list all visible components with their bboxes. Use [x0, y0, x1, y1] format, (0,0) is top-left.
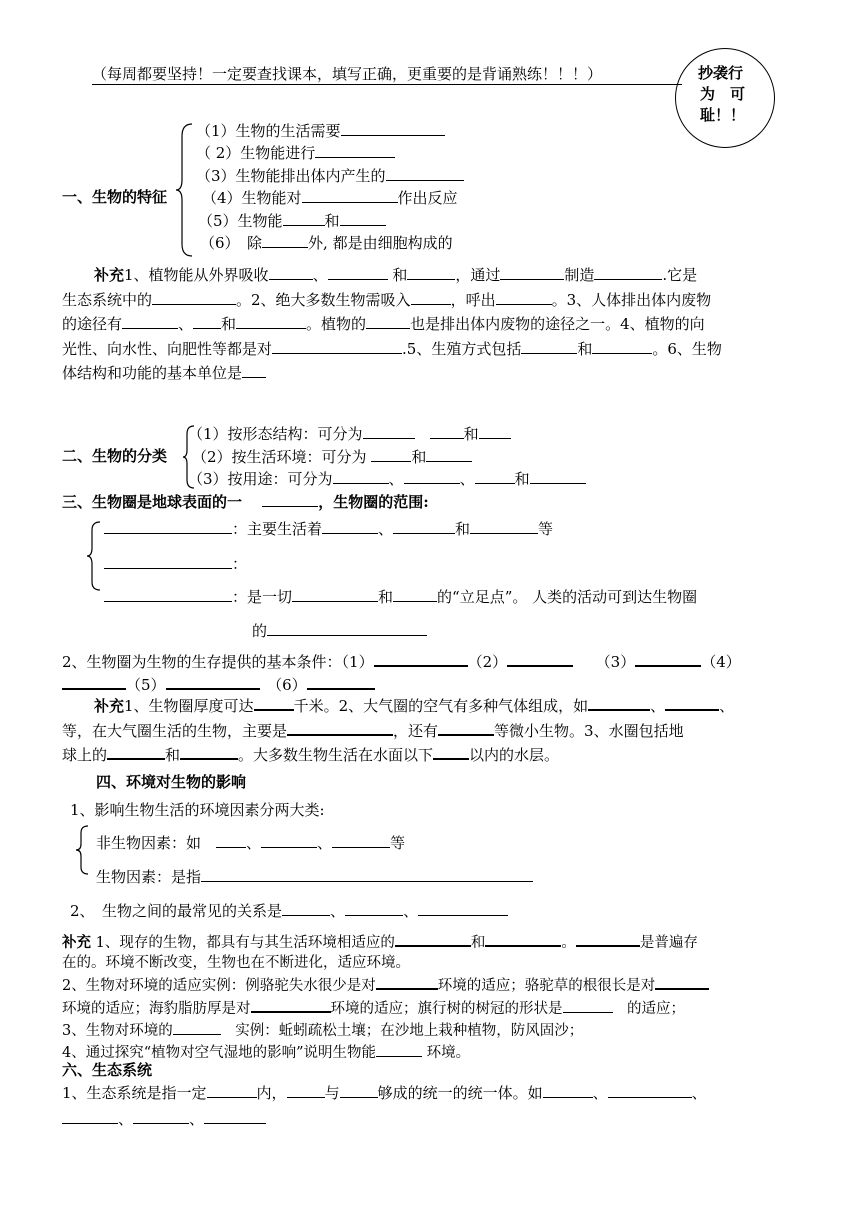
- section1-item-1: （1）生物的生活需要: [196, 120, 445, 141]
- factors-question: 1、影响生物生活的环境因素分两大类:: [70, 801, 325, 819]
- section3-title: 三、生物圈是地球表面的一 ，生物圈的范围:: [62, 493, 429, 511]
- biosphere-range-1: ：主要生活着 、 和 等: [104, 518, 553, 539]
- section2-item-2: （2）按生活环境：可分为 和: [192, 446, 472, 467]
- stamp-line-1: 抄袭行: [698, 64, 744, 82]
- supplement-2: 补充1、生物圈厚度可达 千米。2、大气圈的空气有多种气体组成，如 、 、 等，在大气圈生活的生物，主要是 ，还有 等微小生物。3、水圈包括地 球上的 和 。大多数生物生活在水面以下 以内的水层。: [62, 694, 800, 768]
- biosphere-conditions-2: （5） （6）: [62, 673, 375, 695]
- ecosystem-definition: 1、生态系统是指一定 内， 与 够成的统一的统一体。如 、 、 、 、: [62, 1084, 707, 1128]
- biosphere-range-3: ：是一切 和 的“立足点”。 人类的活动可到达生物圈: [104, 586, 804, 607]
- header-notice: （每周都要坚持！一定要查找课本，填写正确，更重要的是背诵熟练！！！）: [92, 64, 682, 85]
- biosphere-range-4: 的: [252, 620, 427, 641]
- abiotic-factors: 非生物因素：如 、 、 等: [96, 834, 406, 852]
- section6-title: 六、生态系统: [62, 1061, 153, 1079]
- supplement-1: 补充1、植物能从外界吸收 、 和 ，通过 制造 .它是 生态系统中的 。2、绝大多数生物需吸入 ，呼出 。3、人体排出体内废物 的途径有 、 和 。植物的 也是排出体内废物的途径之一。4、植物的向 光性、向水性、向肥性等都是对 .5、生殖方式包括 和 。6、生物 体结构和功能的基本单位是: [62, 266, 722, 382]
- biosphere-range-2: ：: [104, 553, 247, 574]
- biotic-factors: 生物因素：是指: [96, 866, 533, 887]
- section1-item-2: （ 2）生物能进行: [196, 142, 395, 163]
- section1-item-3: （3）生物能排出体内产生的: [196, 165, 464, 186]
- stamp-line-3: 耻！！: [700, 106, 746, 124]
- section2-item-3: （3）按用途：可分为 、 、 和: [188, 468, 586, 489]
- brace-icon: [74, 824, 90, 876]
- section2-title: 二、生物的分类: [62, 447, 168, 465]
- section2-item-1: （1）按形态结构：可分为 和: [188, 423, 511, 444]
- brace-icon: [174, 122, 194, 258]
- biosphere-conditions: 2、生物圈为生物的生存提供的基本条件：（1） （2） （3） （4）: [62, 650, 741, 672]
- section4-title: 四、环境对生物的影响: [96, 773, 247, 791]
- section1-title: 一、生物的特征: [62, 188, 168, 206]
- stamp-line-2: 为 可: [700, 85, 746, 103]
- brace-icon: [86, 520, 102, 592]
- supplement-3: 补充 1、现存的生物，都具有与其生活环境相适应的 和 。 是普遍存 在的。环境不断改变，生物也在不断进化，适应环境。 2、生物对环境的适应实例：例骆驼失水很少是对 环境的适应；骆驼草的根很长是对 环境的适应；海豹脂肪厚是对 环境的适应；旗行树的树冠的形状是 的适应； 3、生物对环境的 实例：蚯蚓疏松土壤；在沙地上栽种植物，防风固沙； 4、通过探究“植物对空气湿地的影响”说明生物能 环境。: [62, 930, 800, 1063]
- section1-item-4: （4）生物能对 作出反应: [202, 189, 458, 207]
- section1-item-6: （6） 除 外, 都是由细胞构成的: [200, 234, 453, 252]
- stamp-circle: [675, 48, 775, 148]
- relations-question: 2、 生物之间的最常见的关系是 、 、: [70, 900, 508, 921]
- section1-item-5: （5）生物能 和: [198, 210, 386, 231]
